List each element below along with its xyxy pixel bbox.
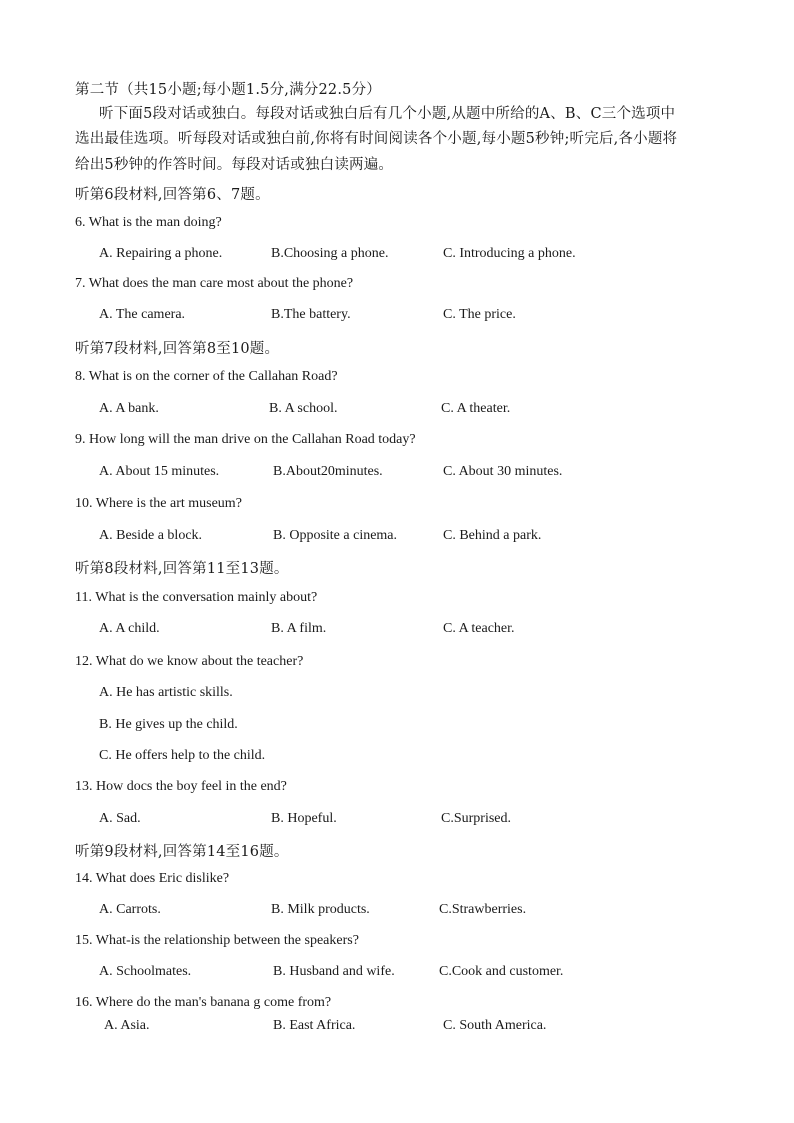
q11-option-a: A. A child. xyxy=(99,621,160,636)
question-13: 13. How docs the boy feel in the end? xyxy=(75,779,287,794)
q9-option-a: A. About 15 minutes. xyxy=(99,464,220,479)
q8-option-c: C. A theater. xyxy=(441,401,511,416)
group-heading-6: 听第6段材料,回答第6、7题。 xyxy=(75,187,270,203)
q15-option-c: C.Cook and customer. xyxy=(439,964,564,979)
group-heading-8: 听第8段材料,回答第11至13题。 xyxy=(75,561,289,577)
q10-option-a: A. Beside a block. xyxy=(99,528,203,543)
q12-option-a: A. He has artistic skills. xyxy=(99,685,233,700)
q12-option-b: B. He gives up the child. xyxy=(99,717,238,732)
q7-option-b: B.The battery. xyxy=(271,307,351,322)
group-heading-7: 听第7段材料,回答第8至10题。 xyxy=(75,341,280,357)
q11-option-c: C. A teacher. xyxy=(443,621,515,636)
question-16: 16. Where do the man's banana g come from? xyxy=(75,995,332,1010)
group-heading-9: 听第9段材料,回答第14至16题。 xyxy=(75,844,289,860)
question-14: 14. What does Eric dislike? xyxy=(75,871,230,886)
q6-option-b: B.Choosing a phone. xyxy=(271,246,389,261)
q9-option-b: B.About20minutes. xyxy=(273,464,383,479)
question-7: 7. What does the man care most about the phone? xyxy=(75,276,354,291)
question-11: 11. What is the conversation mainly about? xyxy=(75,590,318,605)
q16-option-c: C. South America. xyxy=(443,1018,547,1033)
question-6: 6. What is the man doing? xyxy=(75,215,222,230)
question-15: 15. What-is the relationship between the speakers? xyxy=(75,933,359,948)
q16-option-b: B. East Africa. xyxy=(273,1018,356,1033)
q14-option-a: A. Carrots. xyxy=(99,902,161,917)
q10-option-c: C. Behind a park. xyxy=(443,528,542,543)
q16-option-a: A. Asia. xyxy=(104,1018,150,1033)
q14-option-c: C.Strawberries. xyxy=(439,902,527,917)
instructions-line-1: 听下面5段对话或独白。每段对话或独白后有几个小题,从题中所给的A、B、C三个选项中 xyxy=(99,106,676,122)
q6-option-c: C. Introducing a phone. xyxy=(443,246,576,261)
question-12: 12. What do we know about the teacher? xyxy=(75,654,304,669)
q6-option-a: A. Repairing a phone. xyxy=(99,246,223,261)
question-8: 8. What is on the corner of the Callahan Road? xyxy=(75,369,338,384)
section-title: 第二节（共15小题;每小题1.5分,满分22.5分） xyxy=(75,82,381,98)
q9-option-c: C. About 30 minutes. xyxy=(443,464,563,479)
question-9: 9. How long will the man drive on the Callahan Road today? xyxy=(75,432,416,447)
q11-option-b: B. A film. xyxy=(271,621,327,636)
q7-option-a: A. The camera. xyxy=(99,307,186,322)
q14-option-b: B. Milk products. xyxy=(271,902,370,917)
q13-option-c: C.Surprised. xyxy=(441,811,511,826)
q10-option-b: B. Opposite a cinema. xyxy=(273,528,398,543)
q12-option-c: C. He offers help to the child. xyxy=(99,748,266,763)
q8-option-a: A. A bank. xyxy=(99,401,159,416)
q15-option-b: B. Husband and wife. xyxy=(273,964,395,979)
instructions-line-3: 给出5秒钟的作答时间。每段对话或独白读两遍。 xyxy=(75,157,394,173)
q13-option-a: A. Sad. xyxy=(99,811,141,826)
q13-option-b: B. Hopeful. xyxy=(271,811,337,826)
instructions-line-2: 选出最佳选项。听每段对话或独白前,你将有时间阅读各个小题,每小题5秒钟;听完后,各小题将 xyxy=(75,131,678,147)
question-10: 10. Where is the art museum? xyxy=(75,496,242,511)
q7-option-c: C. The price. xyxy=(443,307,516,322)
q15-option-a: A. Schoolmates. xyxy=(99,964,192,979)
q8-option-b: B. A school. xyxy=(269,401,338,416)
